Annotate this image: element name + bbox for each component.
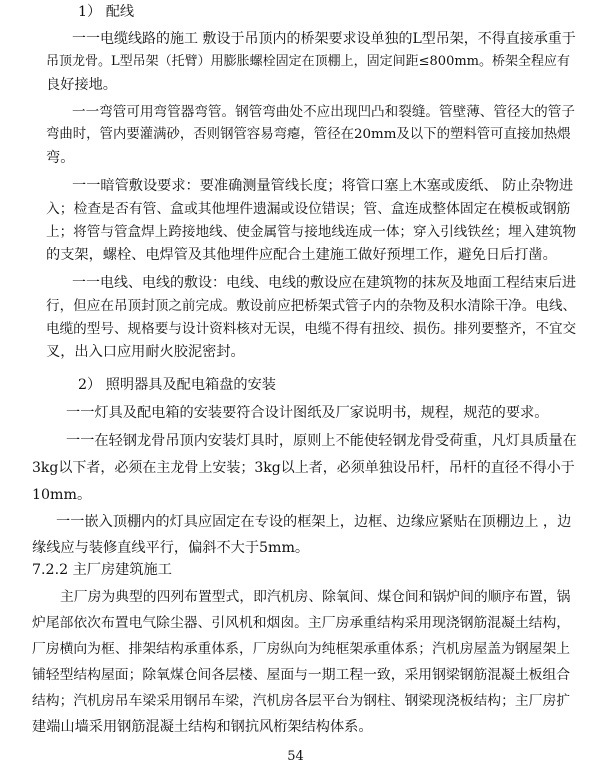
heading-lighting-install: 2） 照明器具及配电箱盘的安装 xyxy=(78,377,276,393)
paragraph-main-building: 炉尾部依次布置电气除尘器、引风机和烟囱。主厂房承重结构采用现浇钢筋混凝土结构， xyxy=(32,615,571,631)
page-number: 54 xyxy=(287,749,304,764)
paragraph-pipe-bending: 弯。 xyxy=(46,150,75,166)
paragraph-main-building: 铺轻型结构屋面；除氧煤仓间各层楼、屋面与一期工程一致，采用钢梁钢筋混凝土板组合 xyxy=(32,667,571,683)
paragraph-recessed-lamp: 一一嵌入顶棚内的灯具应固定在专设的框架上，边框、边缘应紧贴在顶棚边上 ，边 xyxy=(56,514,572,530)
paragraph-wire-laying: 叉，出入口应用耐火胶泥密封。 xyxy=(46,344,245,360)
section-heading-7-2-2: 7.2.2 主厂房建筑施工 xyxy=(32,562,172,578)
paragraph-lamp-box: 一一灯具及配电箱的安装要符合设计图纸及厂家说明书，规程，规范的要求。 xyxy=(66,405,549,421)
paragraph-pipe-bending: 一一弯管可用弯管器弯管。钢管弯曲处不应出现凹凸和裂缝。管壁薄、管径大的管子 xyxy=(72,104,575,120)
paragraph-keel-ceiling: 3kg以下者，必须在主龙骨上安装；3kg以上者，必须单独设吊杆，吊杆的直径不得小于 xyxy=(32,460,575,476)
paragraph-keel-ceiling: 一一在轻钢龙骨吊顶内安装灯具时，原则上不能使轻钢龙骨受荷重，凡灯具质量在 xyxy=(66,433,577,449)
paragraph-concealed-pipe: 的支架，螺栓、电焊管及其他埋件应配合土建施工做好预埋工作，避免日后打凿。 xyxy=(46,247,557,263)
paragraph-concealed-pipe: 入；检查是否有管、盒或其他埋件遗漏或设位错误；管、盒连成整体固定在模板或钢筋 xyxy=(46,201,571,217)
paragraph-pipe-bending: 弯曲时，管内要灌满砂，否则钢管容易弯瘪，管径在20mm及以下的塑料管可直接加热煨 xyxy=(46,127,571,142)
paragraph-cable-line: 良好接地。 xyxy=(46,77,117,93)
paragraph-wire-laying: 一一电线、电线的敷设：电线、电线的敷设应在建筑物的抹灰及地面工程结束后进 xyxy=(72,275,576,291)
paragraph-main-building: 厂房横向为框、排架结构承重体系，厂房纵向为纯框架承重体系；汽机房屋盖为钢屋架上 xyxy=(32,641,571,657)
paragraph-keel-ceiling: 10mm。 xyxy=(32,487,92,503)
paragraph-main-building: 建端山墙采用钢筋混凝土结构和钢抗风桁架结构体系。 xyxy=(32,719,373,735)
paragraph-wire-laying: 电缆的型号、规格要与设计资料核对无误，电缆不得有扭绞、损伤。排列要整齐，不宜交 xyxy=(46,321,577,337)
paragraph-recessed-lamp: 缘线应与装修直线平行，偏斜不大于5mm。 xyxy=(32,540,310,556)
paragraph-cable-line: 吊顶龙骨。L型吊架（托臂）用膨胀螺栓固定在顶棚上，固定间距≤800mm。桥架全程应有 xyxy=(46,54,570,69)
paragraph-main-building: 结构；汽机房吊车梁采用钢吊车梁，汽机房各层平台为钢柱、钢梁现浇板结构；主厂房扩 xyxy=(32,693,571,709)
paragraph-cable-line: 一一电缆线路的施工 敷设于吊顶内的桥架要求设单独的L型吊架，不得直接承重于 xyxy=(72,31,576,47)
heading-wiring: 1） 配线 xyxy=(78,4,135,20)
paragraph-concealed-pipe: 一一暗管敷设要求：要准确测量管线长度；将管口塞上木塞或废纸、 防止杂物进 xyxy=(72,178,574,194)
paragraph-concealed-pipe: 上；将管与管盒焊上跨接地线、使金属管与接地线连成一体；穿入引线铁丝；埋入建筑物 xyxy=(46,224,577,240)
paragraph-wire-laying: 行，但应在吊顶封顶之前完成。敷设前应把桥架式管子内的杂物及积水清除干净。电线、 xyxy=(46,298,577,314)
paragraph-main-building: 主厂房为典型的四列布置型式，即汽机房、除氧间、煤仓间和锅炉间的顺序布置，锅 xyxy=(60,589,571,605)
